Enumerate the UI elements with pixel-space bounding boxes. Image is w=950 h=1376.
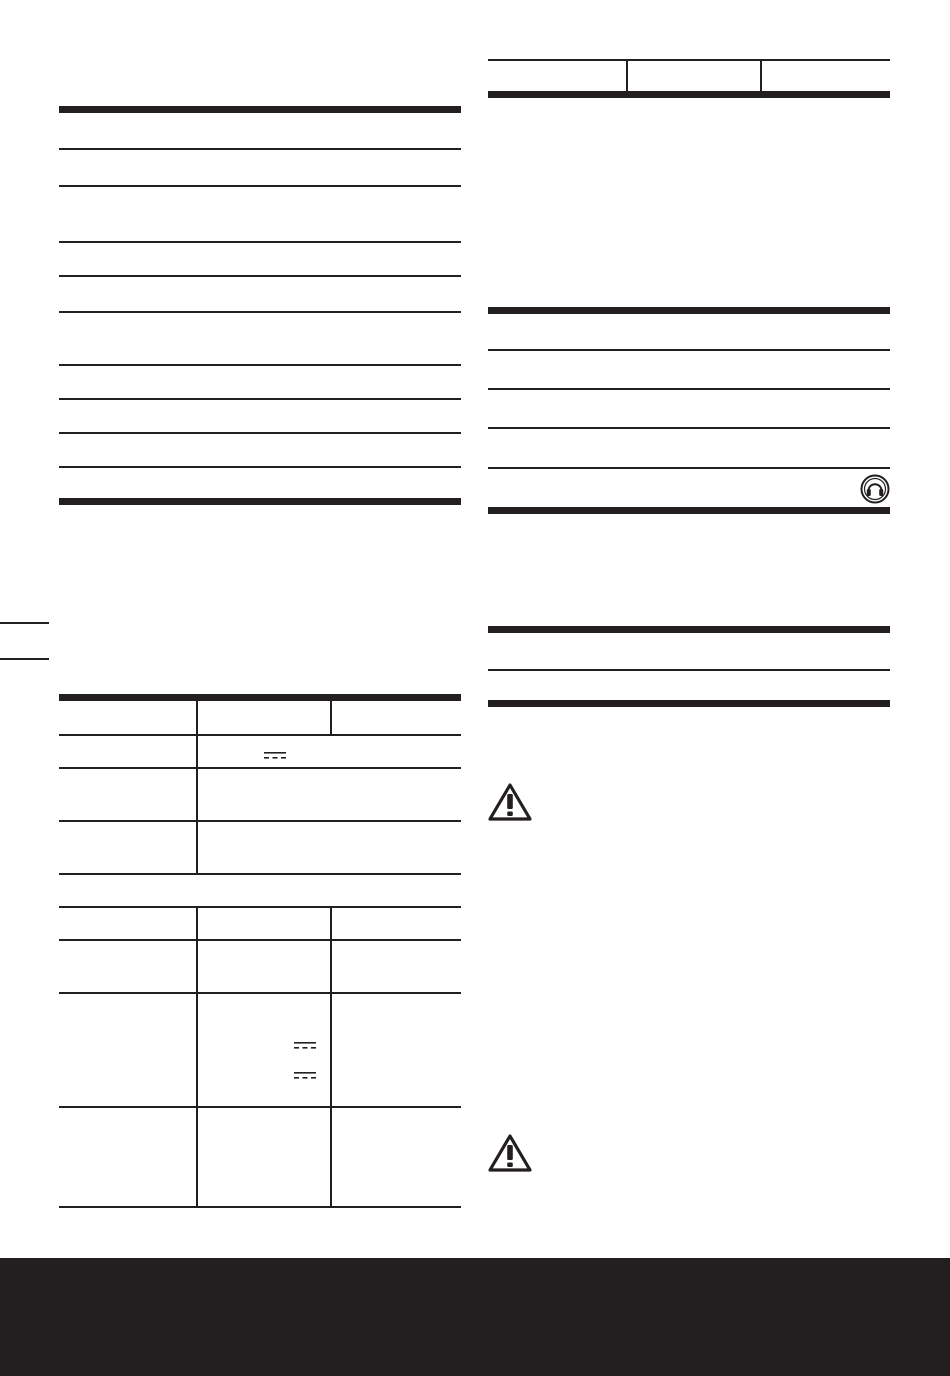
components-table-row-divider — [59, 466, 461, 468]
technical-data-col-divider — [330, 700, 332, 735]
accessory-table-top-rule — [488, 626, 890, 633]
technical-data-bottom-rule — [59, 1206, 461, 1208]
top-right-table-bottom-rule — [488, 91, 890, 98]
technical-data-col-divider — [330, 906, 332, 1208]
components-table-row-divider — [59, 364, 461, 366]
vibration-table-bottom-rule — [488, 507, 890, 514]
margin-tab-top-rule — [0, 622, 49, 624]
technical-data-table-top-rule — [59, 694, 461, 701]
vibration-table-row-divider — [488, 427, 890, 429]
vibration-table-row-divider — [488, 467, 890, 469]
ear-protection-icon — [860, 474, 890, 504]
top-right-col-divider — [760, 59, 762, 91]
technical-data-col-divider — [196, 906, 198, 1208]
components-table-row-divider — [59, 275, 461, 277]
top-right-col-divider — [626, 59, 628, 91]
components-table-row-divider — [59, 148, 461, 150]
components-table-row-divider — [59, 311, 461, 313]
vibration-table-row-divider — [488, 388, 890, 390]
technical-data-col-divider — [196, 700, 198, 735]
dc-symbol-icon — [294, 1042, 316, 1050]
warning-triangle-icon — [487, 1133, 533, 1173]
vibration-table-row-divider — [488, 349, 890, 351]
technical-data-row-divider — [59, 767, 461, 769]
dc-symbol-icon — [264, 752, 286, 760]
components-table-row-divider — [59, 185, 461, 187]
margin-tab-bottom-rule — [0, 658, 49, 660]
accessory-table-bottom-rule — [488, 700, 890, 707]
technical-data-row-divider — [59, 906, 461, 908]
top-right-table-top-rule — [488, 59, 890, 61]
technical-data-row-divider — [59, 1106, 461, 1108]
technical-data-row-divider — [59, 939, 461, 941]
components-table-top-rule — [59, 106, 461, 113]
dc-symbol-icon — [294, 1072, 316, 1080]
components-table-row-divider — [59, 241, 461, 243]
technical-data-row-divider — [59, 820, 461, 822]
technical-data-row-divider — [59, 873, 461, 875]
accessory-table-row-divider — [488, 669, 890, 671]
technical-data-col-divider — [196, 734, 198, 873]
components-table-row-divider — [59, 432, 461, 434]
technical-data-row-divider — [59, 734, 461, 736]
vibration-table-top-rule — [488, 307, 890, 314]
components-table-row-divider — [59, 398, 461, 400]
page-footer-bar — [0, 1258, 950, 1376]
warning-triangle-icon — [487, 782, 533, 822]
components-table-bottom-rule — [59, 498, 461, 505]
technical-data-row-divider — [59, 992, 461, 994]
